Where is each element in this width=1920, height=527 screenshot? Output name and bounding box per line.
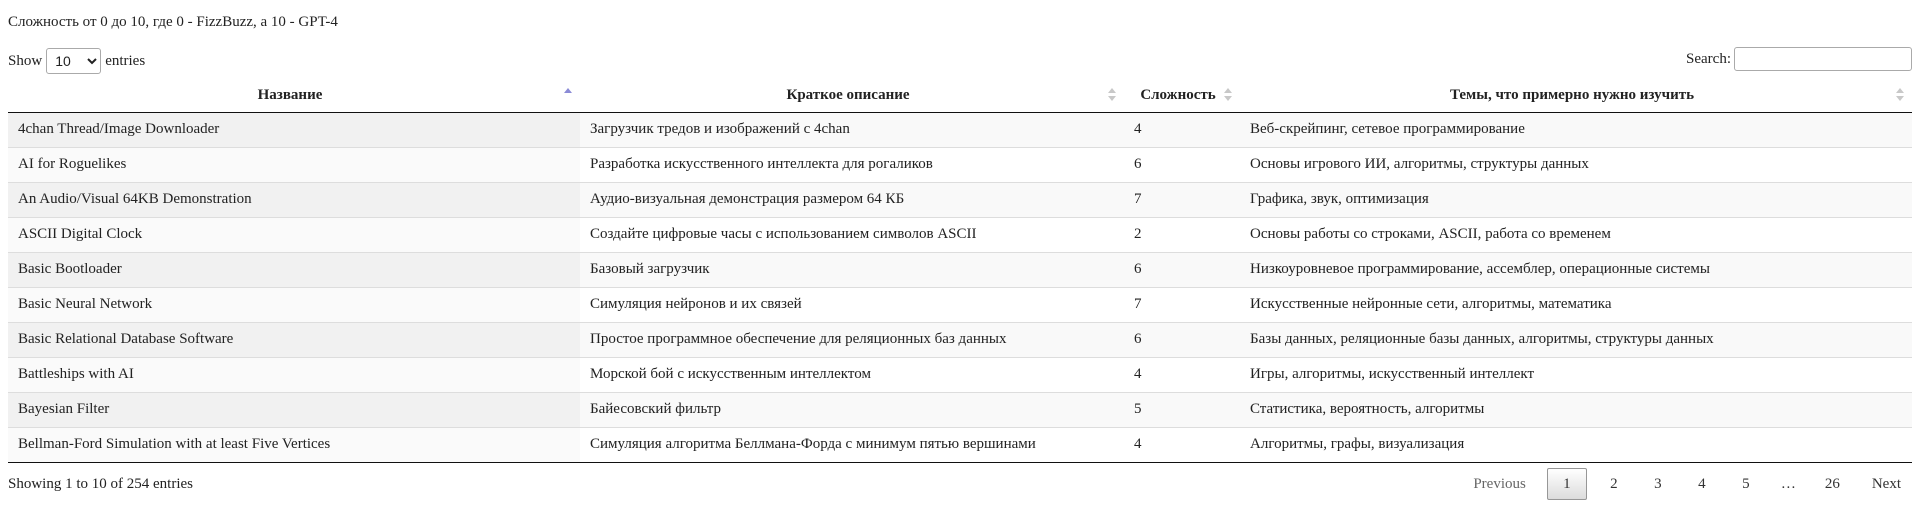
table-row bbox=[8, 252, 1912, 287]
entries-per-page-select[interactable] bbox=[46, 48, 101, 74]
search-input[interactable] bbox=[1734, 47, 1912, 71]
column-header-label: Темы, что примерно нужно изучить bbox=[1449, 87, 1695, 104]
search-label: Search: bbox=[1686, 50, 1731, 67]
cell-name: An Audio/Visual 64KB Demonstration bbox=[8, 182, 580, 217]
table-row bbox=[8, 357, 1912, 392]
pagination-ellipsis: … bbox=[1780, 475, 1796, 492]
cell-description: Создайте цифровые часы с использованием символов ASCII bbox=[580, 217, 1124, 252]
cell-difficulty: 6 bbox=[1124, 147, 1240, 182]
page-button-4[interactable]: 4 bbox=[1698, 475, 1706, 492]
cell-description: Базовый загрузчик bbox=[580, 252, 1124, 287]
entries-label: entries bbox=[105, 52, 146, 69]
sort-both-icon bbox=[1896, 86, 1904, 104]
header-row bbox=[8, 80, 1912, 112]
table-row bbox=[8, 392, 1912, 427]
table-row bbox=[8, 112, 1912, 147]
column-header-name[interactable] bbox=[8, 80, 580, 112]
column-header-description[interactable] bbox=[580, 80, 1124, 112]
show-label: Show bbox=[8, 52, 43, 69]
cell-difficulty: 7 bbox=[1124, 287, 1240, 322]
cell-name: Bellman-Ford Simulation with at least Five Vertices bbox=[8, 427, 580, 462]
page-button-2[interactable]: 2 bbox=[1610, 475, 1618, 492]
cell-difficulty: 4 bbox=[1124, 112, 1240, 147]
column-header-difficulty[interactable] bbox=[1124, 80, 1240, 112]
column-header-label: Краткое описание bbox=[786, 87, 910, 104]
cell-description: Разработка искусственного интеллекта для рогаликов bbox=[580, 147, 1124, 182]
cell-topics: Алгоритмы, графы, визуализация bbox=[1240, 427, 1912, 462]
cell-description: Аудио-визуальная демонстрация размером 64 КБ bbox=[580, 182, 1124, 217]
cell-topics: Графика, звук, оптимизация bbox=[1240, 182, 1912, 217]
cell-topics: Основы игрового ИИ, алгоритмы, структуры данных bbox=[1240, 147, 1912, 182]
projects-table bbox=[8, 80, 1912, 463]
cell-name: Basic Relational Database Software bbox=[8, 322, 580, 357]
page-button-last[interactable]: 26 bbox=[1824, 475, 1840, 492]
column-header-topics[interactable] bbox=[1240, 80, 1912, 112]
cell-difficulty: 6 bbox=[1124, 322, 1240, 357]
column-header-label: Название bbox=[257, 87, 323, 104]
cell-description: Симуляция алгоритма Беллмана-Форда с минимум пятью вершинами bbox=[580, 427, 1124, 462]
cell-name: Bayesian Filter bbox=[8, 392, 580, 427]
cell-difficulty: 5 bbox=[1124, 392, 1240, 427]
cell-description: Байесовский фильтр bbox=[580, 392, 1124, 427]
table-row bbox=[8, 427, 1912, 462]
cell-topics: Низкоуровневое программирование, ассемблер, операционные системы bbox=[1240, 252, 1912, 287]
page-button-3[interactable]: 3 bbox=[1654, 475, 1662, 492]
cell-difficulty: 6 bbox=[1124, 252, 1240, 287]
cell-difficulty: 2 bbox=[1124, 217, 1240, 252]
sort-both-icon bbox=[1108, 86, 1116, 104]
page-button-5[interactable]: 5 bbox=[1742, 475, 1750, 492]
cell-name: 4chan Thread/Image Downloader bbox=[8, 112, 580, 147]
table-row bbox=[8, 217, 1912, 252]
cell-topics: Игры, алгоритмы, искусственный интеллект bbox=[1240, 357, 1912, 392]
cell-topics: Веб-скрейпинг, сетевое программирование bbox=[1240, 112, 1912, 147]
table-info: Showing 1 to 10 of 254 entries bbox=[8, 476, 193, 492]
table-row bbox=[8, 287, 1912, 322]
search-control bbox=[1686, 47, 1912, 71]
cell-difficulty: 4 bbox=[1124, 427, 1240, 462]
cell-topics: Статистика, вероятность, алгоритмы bbox=[1240, 392, 1912, 427]
cell-description: Загрузчик тредов и изображений с 4chan bbox=[580, 112, 1124, 147]
pagination bbox=[1452, 468, 1912, 500]
table-row bbox=[8, 147, 1912, 182]
cell-difficulty: 7 bbox=[1124, 182, 1240, 217]
previous-page-button[interactable]: Previous bbox=[1473, 475, 1526, 492]
cell-name: ASCII Digital Clock bbox=[8, 217, 580, 252]
length-control bbox=[8, 48, 145, 74]
sort-ascending-icon bbox=[564, 86, 572, 104]
cell-name: Basic Bootloader bbox=[8, 252, 580, 287]
cell-description: Морской бой с искусственным интеллектом bbox=[580, 357, 1124, 392]
page-button-1[interactable]: 1 bbox=[1547, 468, 1587, 500]
cell-topics: Искусственные нейронные сети, алгоритмы, математика bbox=[1240, 287, 1912, 322]
sort-both-icon bbox=[1224, 86, 1232, 104]
cell-topics: Основы работы со строками, ASCII, работа со временем bbox=[1240, 217, 1912, 252]
cell-topics: Базы данных, реляционные базы данных, алгоритмы, структуры данных bbox=[1240, 322, 1912, 357]
cell-description: Простое программное обеспечение для реляционных баз данных bbox=[580, 322, 1124, 357]
difficulty-caption: Сложность от 0 до 10, где 0 - FizzBuzz, а 10 - GPT-4 bbox=[8, 14, 338, 30]
table-row bbox=[8, 182, 1912, 217]
cell-description: Симуляция нейронов и их связей bbox=[580, 287, 1124, 322]
cell-name: Basic Neural Network bbox=[8, 287, 580, 322]
column-header-label: Сложность bbox=[1140, 87, 1216, 104]
cell-name: Battleships with AI bbox=[8, 357, 580, 392]
next-page-button[interactable]: Next bbox=[1871, 475, 1901, 492]
cell-name: AI for Roguelikes bbox=[8, 147, 580, 182]
table-row bbox=[8, 322, 1912, 357]
cell-difficulty: 4 bbox=[1124, 357, 1240, 392]
